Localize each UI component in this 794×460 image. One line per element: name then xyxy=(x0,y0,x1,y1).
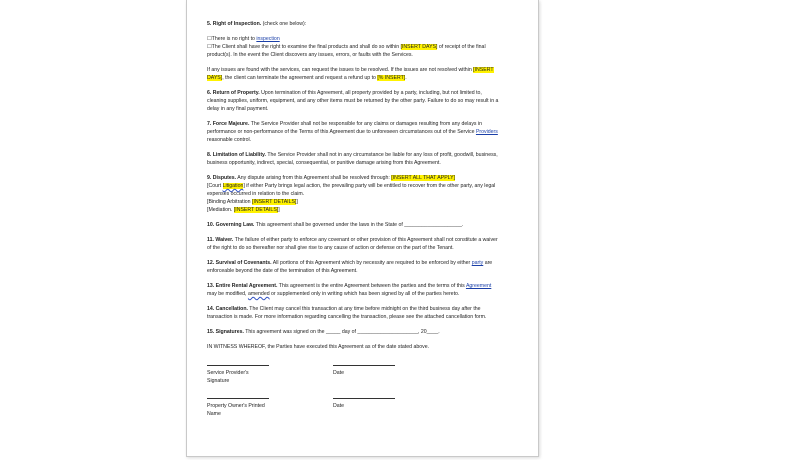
inspection-option-2-text-end: of receipt of the final product(s). In the event the Client discovers any issues, errors, or faults with the Services. xyxy=(207,44,486,58)
witness-statement: IN WITNESS WHEREOF, the Parties have executed this Agreement as of the date stated above. xyxy=(207,344,430,350)
section-5 xyxy=(207,20,499,28)
providers-link[interactable]: Providers xyxy=(475,129,498,135)
litigation-word: Litigation xyxy=(222,183,244,189)
signature-row-2 xyxy=(207,391,499,418)
dispute-arbitration xyxy=(207,198,499,206)
amended-word: amended xyxy=(247,291,270,297)
section-5-paragraph-text-2: , the client can terminate the agreement and request a refund up to xyxy=(222,75,378,81)
agreement-link[interactable]: Agreement xyxy=(465,283,492,289)
section-10 xyxy=(207,221,499,229)
provider-signature-label: Service Provider's Signature xyxy=(207,370,249,384)
document-page xyxy=(186,0,539,457)
section-5-heading: 5. Right of Inspection. xyxy=(207,21,262,27)
inspection-option-1-text: ☐There is no right to xyxy=(207,36,257,42)
section-5-paragraph-text: If any issues are found with the services, can request the issues to be resolved. If the issues are not resolved within xyxy=(207,67,474,73)
date-block-1 xyxy=(333,358,397,385)
section-13-text-2: may be modified, xyxy=(207,291,248,297)
section-7-text-end: reasonable control. xyxy=(207,137,252,143)
section-12-heading: 12. Survival of Covenants. xyxy=(207,260,272,266)
document-body xyxy=(207,20,499,418)
dispute-court-litigation xyxy=(207,182,499,198)
section-13-heading: 13. Entire Rental Agreement. xyxy=(207,283,278,289)
dispute-mediation-end: ] xyxy=(278,207,280,213)
section-12 xyxy=(207,259,499,275)
insert-all-placeholder: [INSERT ALL THAT APPLY] xyxy=(391,175,456,181)
party-link[interactable]: party xyxy=(471,260,484,266)
mediation-details-placeholder: [INSERT DETAILS] xyxy=(233,207,279,213)
section-7 xyxy=(207,120,499,144)
section-15-text: This agreement was signed on the _____ day of _____________________, 20____. xyxy=(243,329,440,335)
name-line xyxy=(207,398,269,399)
section-14-heading: 14. Cancellation. xyxy=(207,306,248,312)
inspection-option-2-text: ☐The Client shall have the right to examine the final products and shall do so within xyxy=(207,44,401,50)
date-line-2 xyxy=(333,398,395,399)
section-13-text: This agreement is the entire Agreement between the parties and the terms of this xyxy=(277,283,466,289)
section-12-text: All portions of this Agreement which by necessity are required to be enforced by either xyxy=(271,260,472,266)
section-5-paragraph-end: . xyxy=(405,75,407,81)
section-11-heading: 11. Waiver. xyxy=(207,237,234,243)
section-11 xyxy=(207,236,499,252)
section-11-text: The failure of either party to enforce any covenant or other provision of this Agreement shall not constitute a waiver of the right to do so thereafter nor shall give rise to any cause of action or defense on the part of the Tenant. xyxy=(207,237,498,251)
inspection-link[interactable]: inspection xyxy=(256,36,280,42)
date-label-1: Date xyxy=(333,370,344,376)
section-9 xyxy=(207,174,499,182)
dispute-mediation-text: [Mediation. xyxy=(207,207,234,213)
insert-percent-placeholder: [% INSERT] xyxy=(377,75,406,81)
date-block-2 xyxy=(333,391,397,418)
provider-signature-block xyxy=(207,358,271,385)
section-13-text-end: or supplemented only in writing which has been signed by all of the parties hereto. xyxy=(269,291,460,297)
section-9-heading: 9. Disputes. xyxy=(207,175,237,181)
section-15 xyxy=(207,328,499,336)
signature-line xyxy=(207,365,269,366)
section-14-text: The Client may cancel this transaction at any time before midnight on the third business day after the transaction is made. For more information regarding cancelling the transaction, please see the attached cancellation form. xyxy=(207,306,487,320)
section-7-text: The Service Provider shall not be responsible for any claims or damages resulting from any delays in performance or non-performance of the Terms of this Agreement due to unforeseen circumstances out of the Service xyxy=(207,121,482,135)
section-15-heading: 15. Signatures. xyxy=(207,329,244,335)
arbitration-details-placeholder: [INSERT DETAILS] xyxy=(252,199,297,205)
section-10-text: This agreement shall be governed under the laws in the State of ____________________. xyxy=(254,222,464,228)
inspection-option-1[interactable] xyxy=(207,35,499,43)
section-7-heading: 7. Force Majeure. xyxy=(207,121,250,127)
section-13 xyxy=(207,282,499,298)
section-12-text-end: are enforceable beyond the date of the termination of this Agreement. xyxy=(207,260,493,274)
owner-name-label: Property Owner's Printed Name xyxy=(207,403,265,417)
section-5-paragraph xyxy=(207,66,499,82)
section-8-heading: 8. Limitation of Liability. xyxy=(207,152,266,158)
date-line xyxy=(333,365,395,366)
section-8 xyxy=(207,151,499,167)
insert-days-placeholder: [INSERT DAYS] xyxy=(400,44,438,50)
owner-name-block xyxy=(207,391,271,418)
section-8-text: The Service Provider shall not in any circumstance be liable for any loss of profit, goodwill, business, business opportunity, indirect, special, consequential, or punitive damage arising from this Agreement. xyxy=(207,152,498,166)
inspection-option-2[interactable] xyxy=(207,43,499,59)
section-5-subtitle: (check one below): xyxy=(261,21,307,27)
section-6 xyxy=(207,89,499,113)
insert-days-placeholder-2: [INSERT DAYS] xyxy=(207,67,494,81)
dispute-arbitration-end: ] xyxy=(296,199,298,205)
section-6-heading: 6. Return of Property. xyxy=(207,90,260,96)
dispute-court-text: [Court xyxy=(207,183,223,189)
dispute-arbitration-text: [Binding Arbitration xyxy=(207,199,252,205)
date-label-2: Date xyxy=(333,403,344,409)
signature-row-1 xyxy=(207,358,499,385)
section-14 xyxy=(207,305,499,321)
section-10-heading: 10. Governing Law. xyxy=(207,222,255,228)
dispute-court-text-end: ] if either Party brings legal action, the prevailing party will be entitled to recover from the other party, any legal expenses occurred in relation to the claim. xyxy=(207,183,496,197)
section-9-text: Any dispute arising from this Agreement shall be resolved through: xyxy=(236,175,392,181)
dispute-mediation xyxy=(207,206,499,214)
section-6-text: Upon termination of this Agreement, all property provided by a party, including, but not limited to, cleaning supplies, uniform, equipment, and any other items must be returned by the other party. Failure to do so may result in a delay in any final payment. xyxy=(207,90,499,112)
